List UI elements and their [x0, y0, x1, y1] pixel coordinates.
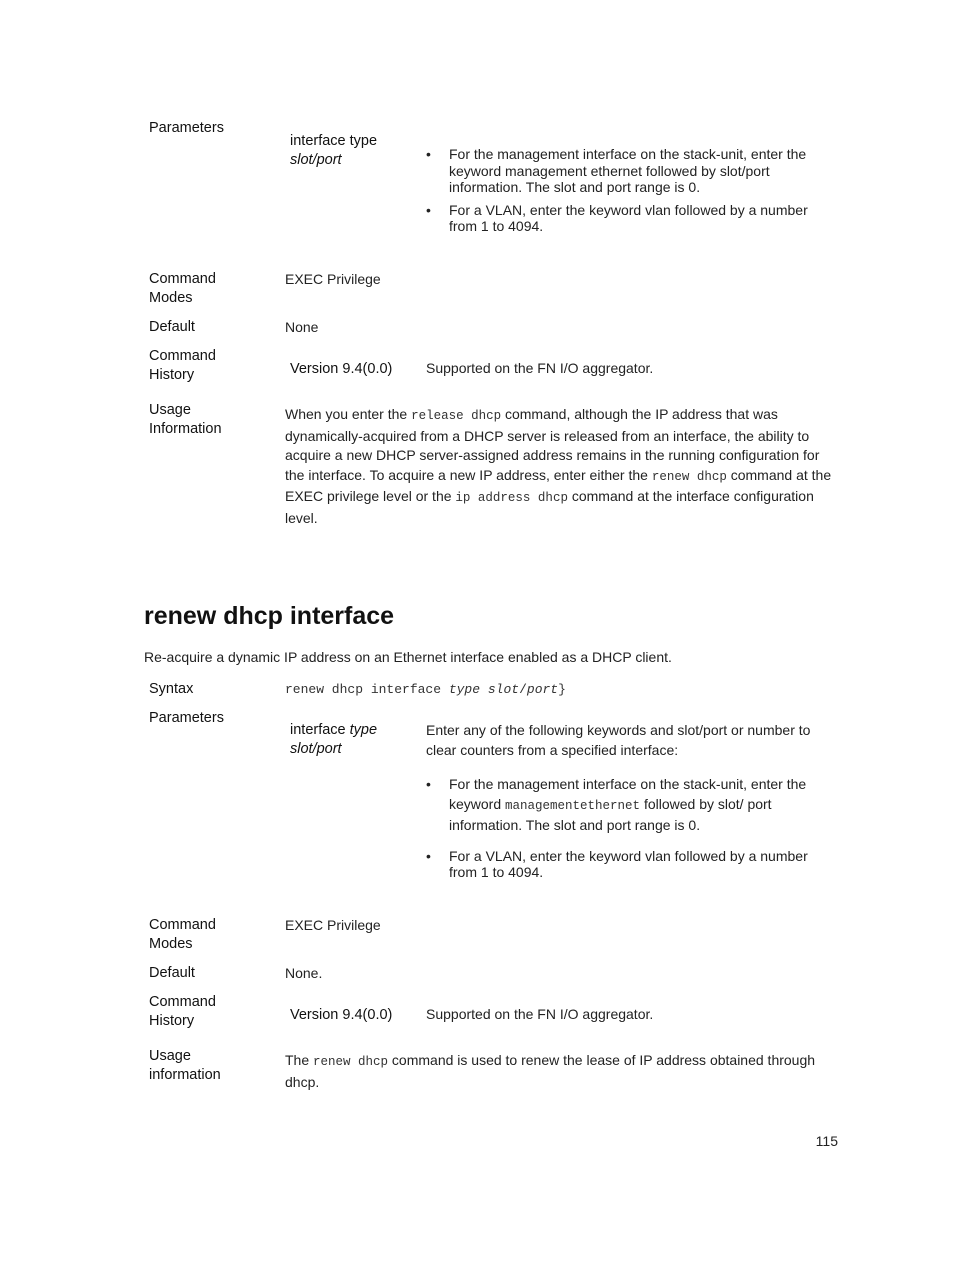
- command-modes-label: [149, 916, 216, 954]
- label-line2: information: [149, 1067, 221, 1083]
- param-bullet-list: [426, 775, 836, 881]
- param-name-line1: [290, 721, 377, 740]
- param-name-line2: slot/port: [290, 152, 342, 168]
- usage-code: ip address dhcp: [455, 491, 568, 505]
- label-line1: Command: [149, 917, 216, 933]
- bullet-code: managementethernet: [505, 798, 641, 813]
- syntax-slash: /: [519, 682, 527, 697]
- usage-information-text: [285, 1051, 835, 1092]
- history-version: Version 9.4(0.0): [290, 1007, 393, 1023]
- usage-code: release dhcp: [411, 409, 502, 423]
- param-name-line1: interface type: [290, 133, 378, 149]
- parameters-label: Parameters: [149, 710, 224, 726]
- command-modes-value: EXEC Privilege: [285, 917, 381, 933]
- param-keyword: interface: [290, 722, 350, 738]
- usage-text: command at the EXEC privilege level or the: [285, 466, 832, 504]
- default-value: None.: [285, 965, 323, 981]
- label-line2: Modes: [149, 290, 193, 306]
- command-modes-label: [149, 270, 216, 308]
- label-line1: Command: [149, 271, 216, 287]
- command-history-label: [149, 347, 216, 385]
- command-history-label: [149, 993, 216, 1031]
- default-value: None: [285, 319, 319, 335]
- param-intro: Enter any of the following keywords and slot/port or number to clear counters from a specified interface:: [426, 722, 811, 758]
- label-line1: Usage: [149, 1048, 191, 1064]
- default-label: Default: [149, 965, 195, 981]
- syntax-brace: }: [558, 682, 566, 697]
- usage-code: renew dhcp: [313, 1055, 389, 1069]
- syntax-cmd: renew dhcp interface: [285, 682, 449, 697]
- usage-information-label: [149, 1047, 221, 1085]
- page-number: 115: [815, 1133, 838, 1149]
- label-line1: Command: [149, 348, 216, 364]
- usage-text: When you enter the: [285, 406, 412, 422]
- section-description: Re-acquire a dynamic IP address on an Ethernet interface enabled as a DHCP client.: [144, 649, 672, 665]
- param-name: [290, 132, 377, 170]
- usage-information-text: [285, 405, 835, 528]
- param-type: type: [349, 722, 378, 738]
- history-version: Version 9.4(0.0): [290, 361, 393, 377]
- command-modes-value: EXEC Privilege: [285, 271, 381, 287]
- syntax-value: [285, 682, 566, 697]
- bullet-management: • For the management interface on the stack-unit, enter the keyword management ethernet followed by slot/port information. The slot and port range is 0.: [426, 146, 836, 196]
- syntax-space: [480, 682, 488, 697]
- label-line1: Command: [149, 994, 216, 1010]
- syntax-slot: slot: [487, 682, 520, 697]
- param-name: [290, 721, 377, 759]
- default-label: Default: [149, 319, 195, 335]
- bullet-text: followed by slot/ port information. The slot and port range is 0.: [449, 795, 772, 833]
- parameters-label: Parameters: [149, 120, 224, 136]
- param-bullet-list: [426, 146, 836, 235]
- usage-text: The: [285, 1052, 314, 1068]
- bullet-text: For the management interface on the stack-unit, enter the keyword: [449, 776, 807, 812]
- label-line2: Modes: [149, 936, 193, 952]
- usage-text: command, although the IP address that was dynamically-acquired from a DHCP server is released from an interface, the ability to acquire a new DHCP server-assigned address remains in the running configuration for the interface. To acquire a new IP address, enter either the: [285, 406, 820, 483]
- syntax-type: type: [448, 682, 481, 697]
- bullet-vlan: • For a VLAN, enter the keyword vlan followed by a number from 1 to 4094.: [426, 202, 836, 235]
- bullet-management: [426, 775, 836, 836]
- usage-text: command at the interface configuration level.: [285, 488, 814, 526]
- history-description: Supported on the FN I/O aggregator.: [426, 360, 654, 376]
- usage-text: command is used to renew the lease of IP address obtained through dhcp.: [285, 1052, 816, 1090]
- label-line2: History: [149, 367, 195, 383]
- section-heading: renew dhcp interface: [144, 602, 395, 630]
- label-line2: Information: [149, 421, 222, 437]
- label-line1: Usage: [149, 402, 191, 418]
- param-name-line2: slot/port: [290, 741, 342, 757]
- label-line2: History: [149, 1013, 195, 1029]
- syntax-port: port: [526, 682, 559, 697]
- usage-information-label: [149, 401, 222, 439]
- bullet-vlan: • For a VLAN, enter the keyword vlan followed by a number from 1 to 4094.: [426, 848, 836, 881]
- usage-code: renew dhcp: [651, 469, 727, 484]
- history-description: Supported on the FN I/O aggregator.: [426, 1006, 654, 1022]
- syntax-label: Syntax: [149, 681, 194, 697]
